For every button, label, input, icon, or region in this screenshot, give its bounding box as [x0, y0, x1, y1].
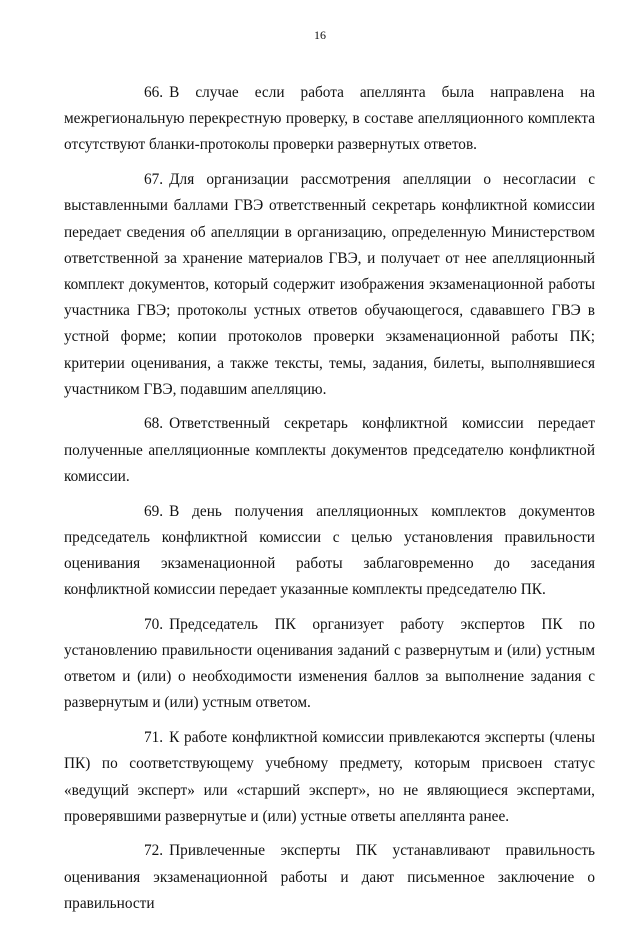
- paragraph-text: Привлеченные эксперты ПК устанавливают правильность оценивания экзаменационной работы и дают письменное заключение о правильности: [64, 842, 595, 912]
- paragraph-68: [64, 411, 595, 490]
- paragraph-71: [64, 725, 595, 830]
- paragraph-number: 72.: [144, 842, 164, 860]
- page-number: 16: [314, 28, 326, 42]
- paragraph-number: 70.: [144, 615, 164, 633]
- paragraph-text: Ответственный секретарь конфликтной комиссии передает полученные апелляционные комплекты документов председателю конфликтной комиссии.: [64, 415, 595, 485]
- document-body: [64, 80, 595, 926]
- paragraph-number: 66.: [144, 84, 164, 101]
- paragraph-text: В день получения апелляционных комплектов документов председатель конфликтной комиссии с целью установления правильности оценивания экзаменационной работы заблаговременно до заседания конфликтной комиссии передает указанные комплекты председателю ПК.: [64, 502, 595, 599]
- paragraph-number: 71.: [144, 729, 164, 747]
- paragraph-67: [64, 167, 595, 403]
- paragraph-text: В случае если работа апеллянта была направлена на межрегиональную перекрестную проверку, в составе апелляционного комплекта отсутствуют бланки-протоколы проверки развернутых ответов.: [64, 84, 595, 154]
- paragraph-number: 67.: [144, 171, 164, 189]
- paragraph-70: [64, 612, 595, 717]
- paragraph-text: Председатель ПК организует работу экспертов ПК по установлению правильности оценивания заданий с развернутым и (или) устным ответом и (или) о необходимости изменения баллов за выполнение задания с развернутым и (или) устным ответом.: [64, 615, 595, 712]
- paragraph-69: [64, 499, 595, 604]
- paragraph-72: [64, 838, 595, 917]
- paragraph-number: 69.: [144, 502, 164, 520]
- paragraph-text: Для организации рассмотрения апелляции о несогласии с выставленными баллами ГВЭ ответственный секретарь конфликтной комиссии передает сведения об апелляции в организацию, определенную Министерством ответственной за хранение материалов ГВЭ, и получает от нее апелляционный комплект документов, который содержит изображения экзаменационной работы участника ГВЭ; протоколы устных ответов обучающегося, сдававшего ГВЭ в устной форме; копии протоколов проверки экзаменационной работы ПК; критерии оценивания, а также тексты, темы, задания, билеты, выполнявшиеся участником ГВЭ, подавшим апелляцию.: [64, 171, 595, 398]
- paragraph-number: 68.: [144, 415, 164, 433]
- paragraph-66: [64, 80, 595, 159]
- paragraph-text: К работе конфликтной комиссии привлекаются эксперты (члены ПК) по соответствующему учебному предмету, которым присвоен статус «ведущий эксперт» или «старший эксперт», но не являющиеся экспертами, проверявшими развернутые и (или) устные ответы апеллянта ранее.: [64, 729, 595, 825]
